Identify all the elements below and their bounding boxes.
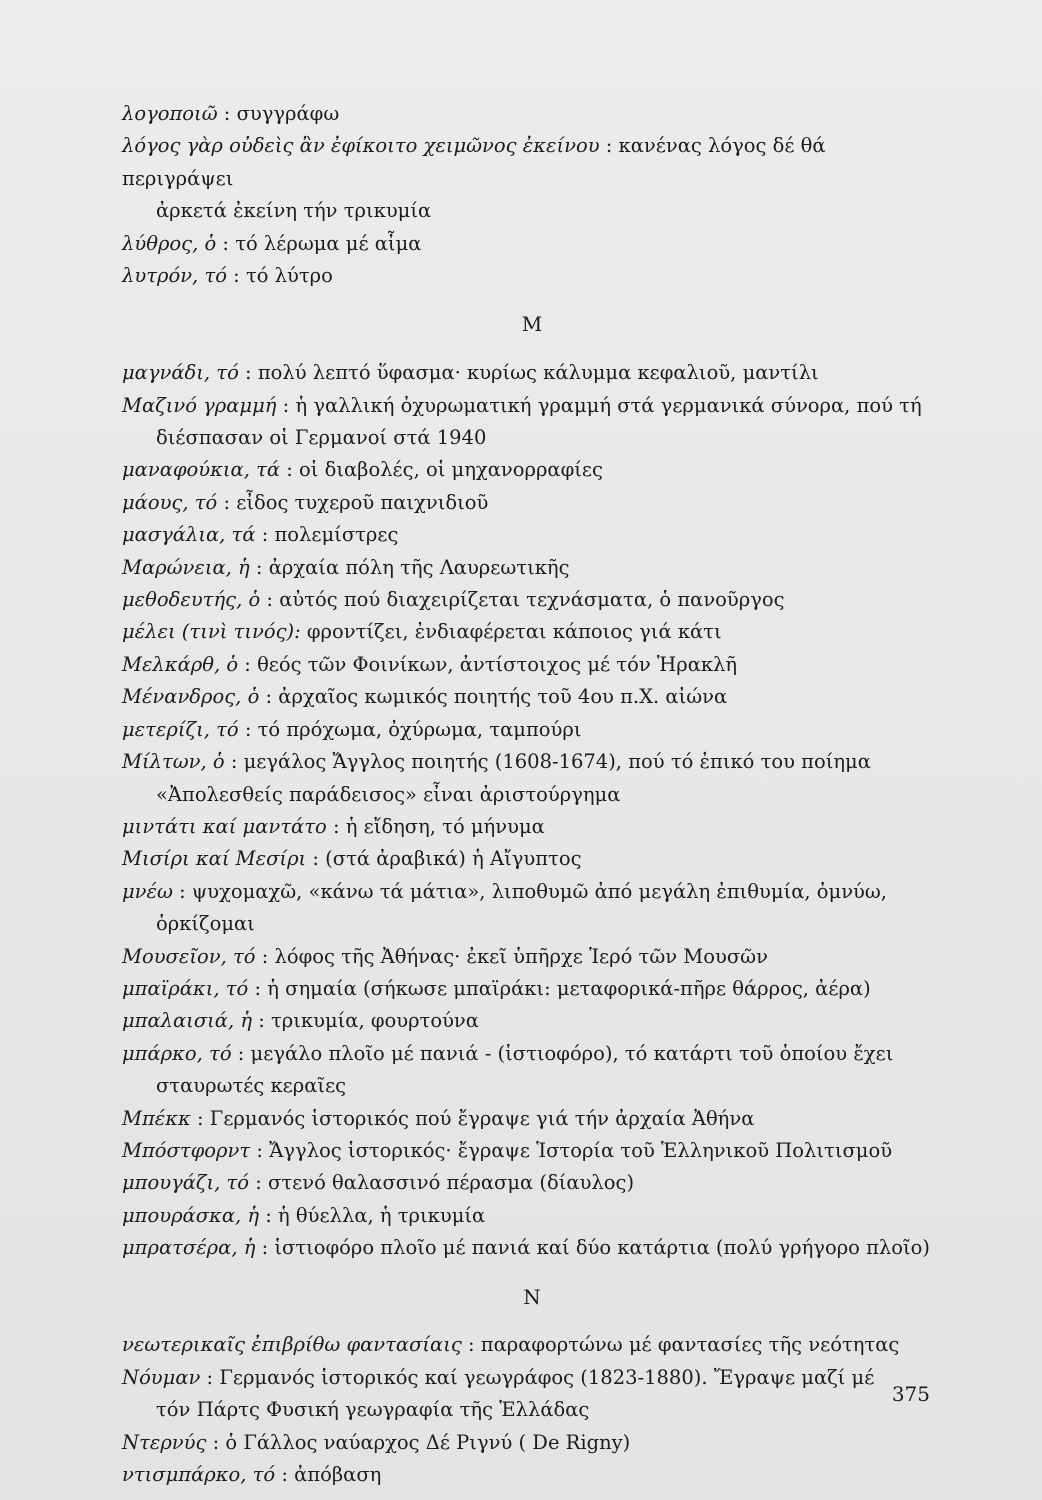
glossary-entry: Νόυμαν : Γερμανός ἱστορικός καί γεωγράφος (1823-1880). Ἔγραψε μαζί μέ τόν Πάρτς Φυσική γεωγραφία τῆς Ἑλλάδας [122, 1362, 942, 1427]
entry-lemma: Μαζινό γραμμή [122, 393, 277, 417]
entry-continuation: τόν Πάρτς Φυσική γεωγραφία τῆς Ἑλλάδας [156, 1398, 590, 1422]
entry-definition: κανένας λόγος δέ θά περιγράψει [122, 134, 826, 190]
entry-lemma: Μισίρι καί Μεσίρι [122, 847, 307, 871]
entry-lemma: Μπόστφορντ [122, 1138, 251, 1162]
glossary-entry: Μελκάρθ, ὁ : θεός τῶν Φοινίκων, ἀντίστοιχος μέ τόν Ἡρακλῆ [122, 652, 738, 676]
page-number: 375 [891, 1382, 930, 1406]
entry-definition: τό λύτρο [245, 264, 333, 288]
entry-lemma: λύθρος, ὁ [122, 231, 217, 255]
section-letter: Μ [521, 312, 543, 337]
glossary-entry: μιντάτι καί μαντάτο : ἡ εἴδηση, τό μήνυμα [122, 814, 545, 838]
entry-lemma: μαναφούκια, τά [122, 458, 281, 482]
entry-lemma: Μουσεῖον, τό [122, 944, 256, 968]
entry-continuation: σταυρωτές κεραῖες [156, 1074, 347, 1098]
entry-definition: λόφος τῆς Ἀθήνας· ἐκεῖ ὑπῆρχε Ἱερό τῶν Μουσῶν [274, 944, 768, 968]
entry-definition: ἡ γαλλική ὀχυρωματική γραμμή στά γερμανικά σύνορα, πού τή [295, 393, 922, 417]
glossary-entry: μαναφούκια, τά : οἱ διαβολές, οἱ μηχανορραφίες [122, 458, 603, 482]
entry-lemma: Μένανδρος, ὁ [122, 685, 260, 709]
entry-lemma: Μπέκκ [122, 1106, 191, 1130]
entry-definition: παραφορτώνω μέ φαντασίες τῆς νεότητας [480, 1333, 900, 1357]
glossary-entry [122, 616, 942, 648]
entry-lemma: μάους, τό [122, 490, 218, 514]
glossary-entry: μπαλαισιά, ἡ : τρικυμία, φουρτούνα [122, 1009, 479, 1033]
glossary-entry: Μπέκκ : Γερμανός ἱστορικός πού ἔγραψε γιά τήν ἀρχαία Ἀθήνα [122, 1106, 755, 1130]
entry-lemma: μπαϊράκι, τό [122, 976, 249, 1000]
entry-continuation: ἀρκετά ἐκείνη τήν τρικυμία [156, 199, 432, 223]
entry-lemma: μπάρκο, τό [122, 1041, 232, 1065]
glossary-entry: μασγάλια, τά : πολεμίστρες [122, 523, 399, 547]
entry-lemma: μπρατσέρα, ἡ [122, 1236, 256, 1260]
entry-definition: Γερμανός ἱστορικός καί γεωγράφος (1823-1880). Ἔγραψε μαζί μέ [219, 1365, 875, 1389]
entry-lemma: μασγάλια, τά [122, 523, 256, 547]
entry-definition: τό λέρωμα μέ αἷμα [235, 231, 422, 255]
glossary-entry: Ντερνύς : ὁ Γάλλος ναύαρχος Δέ Ριγνύ ( De Rigny) [122, 1430, 631, 1454]
glossary-entry: λογοποιῶ : συγγράφω [122, 102, 340, 125]
entry-lemma: Μελκάρθ, ὁ [122, 652, 239, 676]
glossary-entry: μπρατσέρα, ἡ : ἱστιοφόρο πλοῖο μέ πανιά καί δύο κατάρτια (πολύ γρήγορο πλοῖο) [122, 1236, 931, 1260]
glossary-entry: μπουράσκα, ἡ : ἡ θύελλα, ἡ τρικυμία [122, 1203, 486, 1227]
entry-lemma: λογοποιῶ [122, 102, 218, 125]
entry-lemma: Μαρώνεια, ἡ [122, 555, 250, 579]
entry-definition: ἡ θύελλα, ἡ τρικυμία [278, 1203, 486, 1227]
entry-continuation: «Ἀπολεσθείς παράδεισος» εἶναι ἀριστούργημα [156, 782, 621, 806]
entry-definition: πολεμίστρες [274, 523, 399, 547]
entry-lemma: Ντερνύς [122, 1430, 207, 1454]
glossary-entry: Μαζινό γραμμή : ἡ γαλλική ὀχυρωματική γραμμή στά γερμανικά σύνορα, πού τή διέσπασαν οἱ Γερμανοί στά 1940 [122, 390, 942, 455]
entry-lemma: μεθοδευτής, ὁ [122, 588, 261, 612]
entry-lemma: μπαλαισιά, ἡ [122, 1009, 253, 1033]
entry-definition: (στά ἀραβικά) ἡ Αἴγυπτος [325, 847, 582, 871]
glossary-entry: μάους, τό : εἶδος τυχεροῦ παιχνιδιοῦ [122, 490, 489, 514]
entry-lemma: νεωτερικαῖς ἐπιβρίθω φαντασίαις [122, 1333, 462, 1357]
glossary-entry: Μουσεῖον, τό : λόφος τῆς Ἀθήνας· ἐκεῖ ὑπῆρχε Ἱερό τῶν Μουσῶν [122, 944, 768, 968]
glossary-entry: νεωτερικαῖς ἐπιβρίθω φαντασίαις : παραφορτώνω μέ φαντασίες τῆς νεότητας [122, 1333, 900, 1357]
entry-definition: εἶδος τυχεροῦ παιχνιδιοῦ [236, 490, 489, 514]
entry-definition: πολύ λεπτό ὕφασμα· κυρίως κάλυμμα κεφαλιοῦ, μαντίλι [257, 361, 819, 385]
entry-continuation: ὁρκίζομαι [156, 912, 255, 936]
entry-lemma: μιντάτι καί μαντάτο [122, 814, 327, 838]
glossary-entry: ντισμπάρκο, τό : ἀπόβαση [122, 1463, 382, 1487]
entry-lemma: λυτρόν, τό [122, 264, 227, 288]
entry-definition: ἱστιοφόρο πλοῖο μέ πανιά καί δύο κατάρτια (πολύ γρήγορο πλοῖο) [274, 1236, 931, 1260]
entry-lemma: μπουράσκα, ἡ [122, 1203, 260, 1227]
entry-definition: ἀρχαία πόλη τῆς Λαυρεωτικῆς [268, 555, 570, 579]
entry-definition: αὐτός πού διαχειρίζεται τεχνάσματα, ὁ πανοῦργος [279, 588, 785, 612]
glossary-entry: μπουγάζι, τό : στενό θαλασσινό πέρασμα (δίαυλος) [122, 1171, 635, 1195]
glossary-entry: λυτρόν, τό : τό λύτρο [122, 264, 333, 288]
glossary-entry: Μαρώνεια, ἡ : ἀρχαία πόλη τῆς Λαυρεωτικῆς [122, 555, 570, 579]
entry-definition: συγγράφω [236, 102, 340, 125]
glossary-entries [122, 98, 942, 1491]
glossary-entry: μεθοδευτής, ὁ : αὐτός πού διαχειρίζεται τεχνάσματα, ὁ πανοῦργος [122, 588, 785, 612]
entry-lemma: λόγος γὰρ οὐδεὶς ἂν ἐφίκοιτο χειμῶνος ἐκείνου [122, 134, 600, 158]
glossary-entry: μαγνάδι, τό : πολύ λεπτό ὕφασμα· κυρίως κάλυμμα κεφαλιοῦ, μαντίλι [122, 361, 819, 385]
glossary-entry: μπαϊράκι, τό : ἡ σημαία (σήκωσε μπαϊράκι: μεταφορικά-πῆρε θάρρος, ἀέρα) [122, 976, 871, 1000]
entry-definition: Γερμανός ἱστορικός πού ἔγραψε γιά τήν ἀρχαία Ἀθήνα [209, 1106, 755, 1130]
entry-definition: ἡ εἴδηση, τό μήνυμα [345, 814, 545, 838]
entry-definition: μεγάλος Ἄγγλος ποιητής (1608-1674), πού τό ἐπικό του ποίημα [243, 750, 871, 774]
entry-continuation: διέσπασαν οἱ Γερμανοί στά 1940 [156, 426, 487, 450]
entry-definition: ἡ σημαία (σήκωσε μπαϊράκι: μεταφορικά-πῆρε θάρρος, ἀέρα) [267, 976, 871, 1000]
entry-lemma: μετερίζι, τό [122, 717, 239, 741]
entry-definition: στενό θαλασσινό πέρασμα (δίαυλος) [268, 1171, 635, 1195]
entry-lemma: μέλει (τινὶ τινός): [122, 620, 301, 644]
entry-definition: τρικυμία, φουρτούνα [271, 1009, 479, 1033]
entry-lemma: ντισμπάρκο, τό [122, 1463, 276, 1487]
glossary-entry: λύθρος, ὁ : τό λέρωμα μέ αἷμα [122, 231, 422, 255]
entry-definition: ἀπόβαση [294, 1463, 382, 1487]
section-letter: Ν [523, 1284, 541, 1309]
glossary-entry: Μίλτων, ὁ : μεγάλος Ἄγγλος ποιητής (1608-1674), πού τό ἐπικό του ποίημα «Ἀπολεσθείς παράδεισος» εἶναι ἀριστούργημα [122, 746, 942, 811]
entry-lemma: μαγνάδι, τό [122, 361, 239, 385]
entry-definition: ὁ Γάλλος ναύαρχος Δέ Ριγνύ ( De Rigny) [225, 1430, 631, 1454]
entry-lemma: Μίλτων, ὁ [122, 750, 225, 774]
entry-lemma: μπουγάζι, τό [122, 1171, 250, 1195]
glossary-entry: Μισίρι καί Μεσίρι : (στά ἀραβικά) ἡ Αἴγυπτος [122, 847, 582, 871]
entry-definition: οἱ διαβολές, οἱ μηχανορραφίες [299, 458, 603, 482]
entry-definition: ἀρχαῖος κωμικός ποιητής τοῦ 4ου π.Χ. αἰώνα [278, 685, 728, 709]
entry-lemma: Νόυμαν [122, 1365, 201, 1389]
glossary-entry: μπάρκο, τό : μεγάλο πλοῖο μέ πανιά - (ἱστιοφόρο), τό κατάρτι τοῦ ὁποίου ἔχει σταυρωτές κεραῖες [122, 1038, 942, 1103]
glossary-entry: μνέω : ψυχομαχῶ, «κάνω τά μάτια», λιποθυμῶ ἀπό μεγάλη ἐπιθυμία, ὀμνύω, ὁρκίζομαι [122, 876, 942, 941]
entry-definition: τό πρόχωμα, ὀχύρωμα, ταμπούρι [257, 717, 582, 741]
glossary-entry: Μένανδρος, ὁ : ἀρχαῖος κωμικός ποιητής τοῦ 4ου π.Χ. αἰώνα [122, 685, 728, 709]
glossary-entry: λόγος γὰρ οὐδεὶς ἂν ἐφίκοιτο χειμῶνος ἐκείνου : κανένας λόγος δέ θά περιγράψει ἀρκετά ἐκείνη τήν τρικυμία [122, 130, 942, 227]
entry-definition: μεγάλο πλοῖο μέ πανιά - (ἱστιοφόρο), τό κατάρτι τοῦ ὁποίου ἔχει [250, 1041, 894, 1065]
entry-definition: ψυχομαχῶ, «κάνω τά μάτια», λιποθυμῶ ἀπό μεγάλη ἐπιθυμία, ὀμνύω, [191, 879, 888, 903]
glossary-entry: μετερίζι, τό : τό πρόχωμα, ὀχύρωμα, ταμπούρι [122, 717, 582, 741]
entry-lemma: μνέω [122, 879, 173, 903]
glossary-entry: Μπόστφορντ : Ἄγγλος ἱστορικός· ἔγραψε Ἱστορία τοῦ Ἑλληνικοῦ Πολιτισμοῦ [122, 1138, 893, 1162]
entry-definition: Ἄγγλος ἱστορικός· ἔγραψε Ἱστορία τοῦ Ἑλληνικοῦ Πολιτισμοῦ [269, 1138, 893, 1162]
entry-definition: θεός τῶν Φοινίκων, ἀντίστοιχος μέ τόν Ἡρακλῆ [257, 652, 738, 676]
entry-definition: φροντίζει, ἐνδιαφέρεται κάποιος γιά κάτι [306, 620, 722, 644]
